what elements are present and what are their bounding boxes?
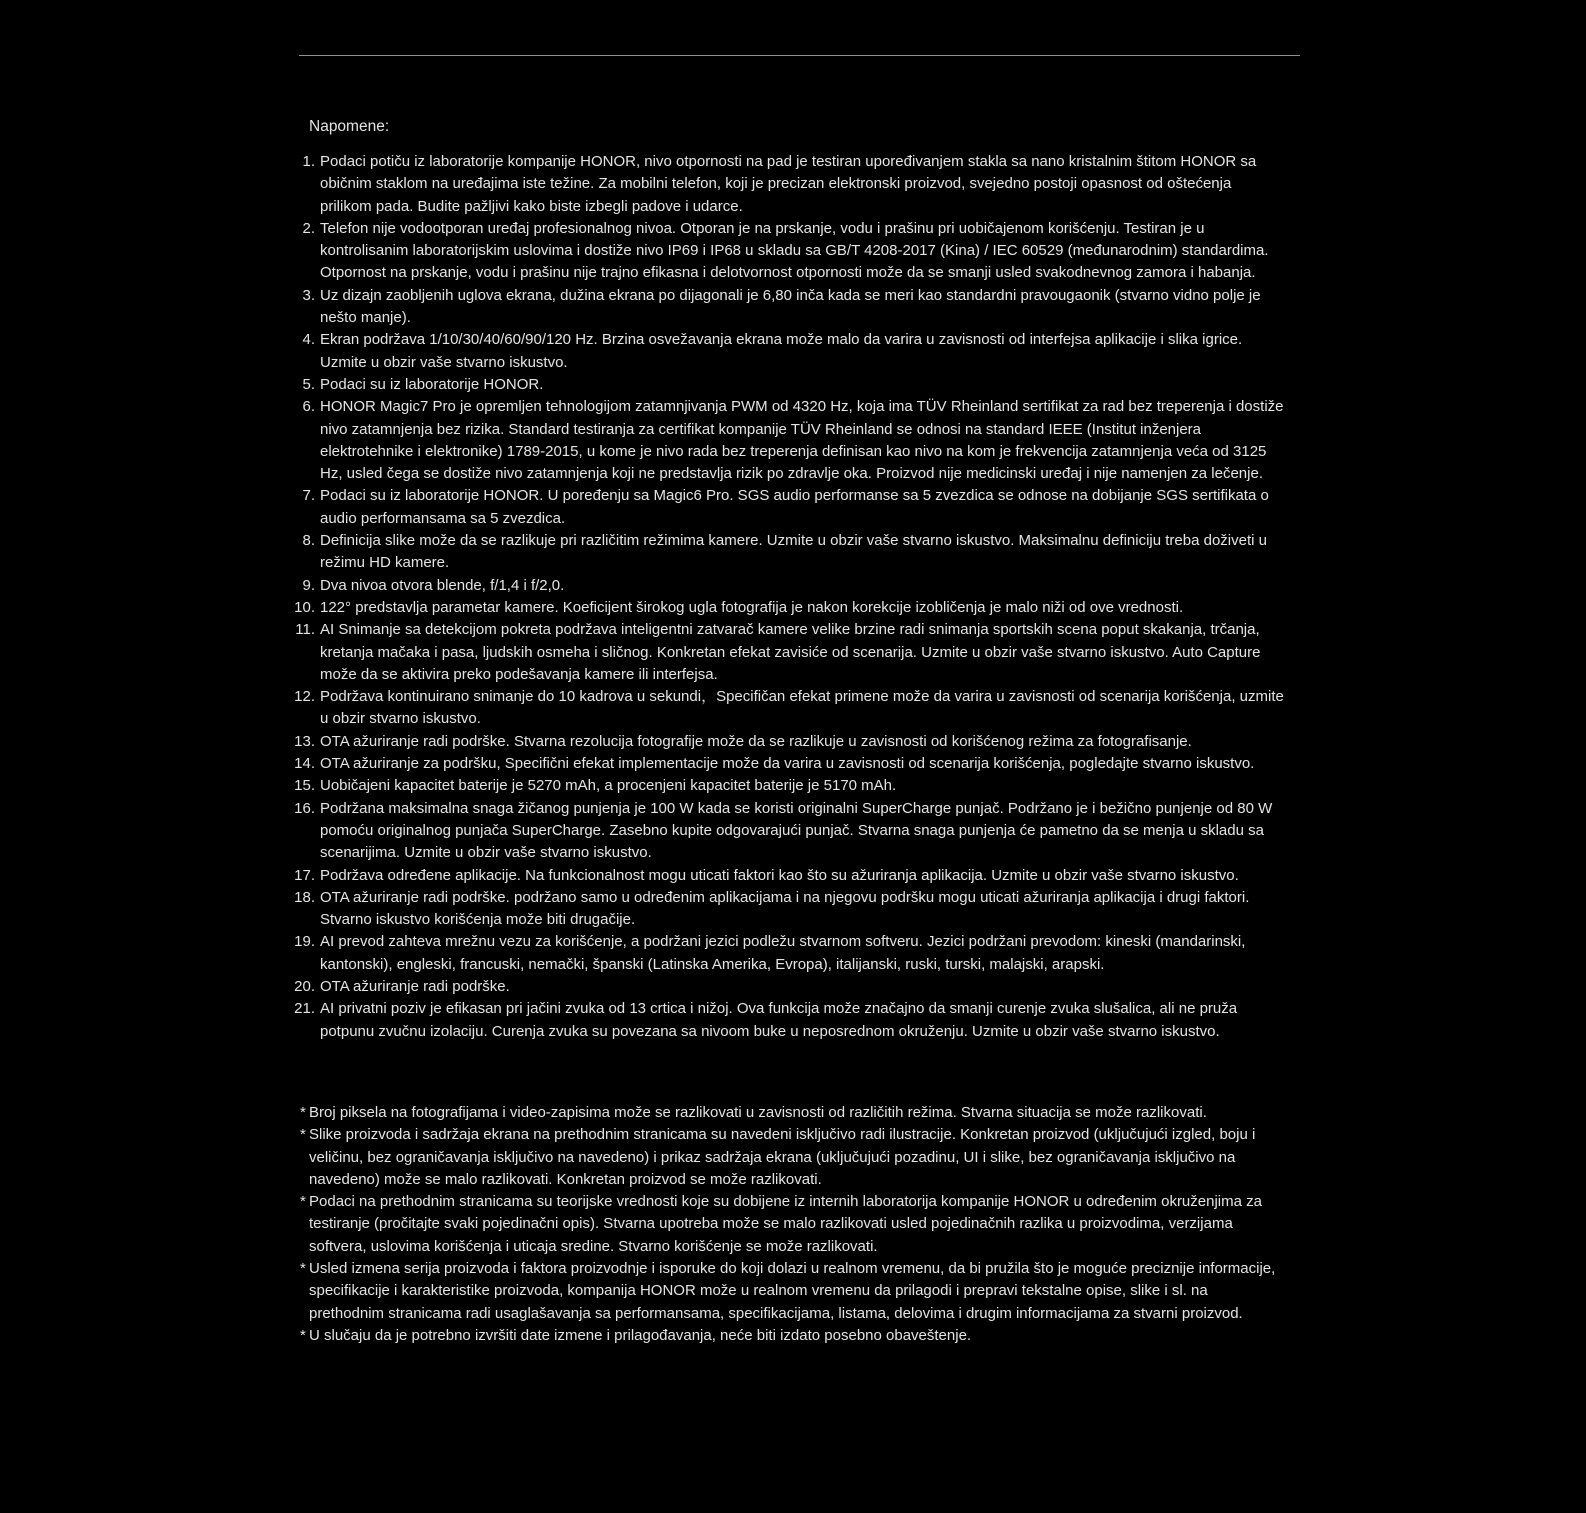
footnotes-list	[300, 1102, 1286, 1347]
note-number: 7.	[302, 487, 315, 505]
footnote-item	[300, 1124, 1286, 1191]
note-text: OTA ažuriranje radi podrške. podržano samo u određenim aplikacijama i na njegovu podršku mogu uticati ažuriranja aplikacija i drugi faktori. Stvarno iskustvo korišćenja može biti drugačije.	[320, 888, 1250, 929]
note-item	[294, 396, 1286, 485]
note-number: 16.	[294, 799, 315, 817]
note-item	[294, 151, 1286, 218]
note-number: 10.	[294, 598, 315, 616]
note-text: Podaci potiču iz laboratorije kompanije HONOR, nivo otpornosti na pad je testiran upoređivanjem stakla sa nano kristalnim štitom HONOR sa običnim staklom na uređajima iste težine. Za mobilni telefon, koji je precizan elektronski proizvod, svejedno postoji opasnost od oštećenja prilikom pada. Budite pažljivi kako biste izbegli padove i udarce.	[320, 153, 1257, 215]
note-item	[294, 530, 1286, 575]
asterisk-marker: *	[300, 1326, 306, 1344]
note-item	[294, 775, 1286, 797]
note-text: Podaci su iz laboratorije HONOR.	[320, 375, 544, 393]
note-number: 8.	[302, 532, 315, 550]
note-item	[294, 976, 1286, 998]
note-item	[294, 329, 1286, 374]
footnote-text: Slike proizvoda i sadržaja ekrana na prethodnim stranicama su navedeni isključivo radi ilustracije. Konkretan proizvod (uključujući izgled, boju i veličinu, bez ograničavanja isključivo na navedeno) i prikaz sadržaja ekrana (uključujući pozadinu, UI i slike, bez ograničavanja isključivo na navedeno) može se malo razlikovati. Konkretan proizvod se može razlikovati.	[309, 1126, 1256, 1188]
note-number: 2.	[302, 219, 315, 237]
note-number: 5.	[302, 375, 315, 393]
top-divider	[299, 55, 1300, 56]
note-text: Definicija slike može da se razlikuje pri različitim režimima kamere. Uzmite u obzir vaše stvarno iskustvo. Maksimalnu definiciju treba doživeti u režimu HD kamere.	[320, 532, 1267, 572]
note-text: AI prevod zahteva mrežnu vezu za korišćenje, a podržani jezici podležu stvarnom softveru. Jezici podržani prevodom: kineski (mandarinski, kantonski), engleski, francuski, nemački, španski (Latinska Amerika, Evropa), italijanski, ruski, turski, malajski, arapski.	[320, 933, 1246, 973]
note-text: HONOR Magic7 Pro je opremljen tehnologijom zatamnjivanja PWM od 4320 Hz, koja ima TÜV Rheinland sertifikat za rad bez treperenja i dostiže nivo zatamnjenja bez rizika. Standard testiranja za certifikat kompanije TÜV Rheinland se odnosi na standard IEEE (Institut inženjera elektrotehnike i elektronike) 1789-2015, u kome je nivo rada bez treperenja definisan kao nivo na kom je frekvencija zatamnjenja veća od 3125 Hz, usled čega se dostiže nivo zatamnjenja koji ne predstavlja rizik po zdravlje oka. Proizvod nije medicinski uređaj i nije namenjen za lečenje.	[320, 398, 1284, 483]
note-number: 9.	[302, 576, 315, 594]
note-item	[294, 597, 1286, 619]
note-number: 11.	[295, 621, 315, 639]
note-number: 12.	[294, 688, 315, 706]
note-number: 19.	[294, 933, 315, 951]
note-text: Telefon nije vodootporan uređaj profesionalnog nivoa. Otporan je na prskanje, vodu i prašinu pri uobičajenom korišćenju. Testiran je u kontrolisanim laboratorijskim uslovima i dostiže nivo IP69 i IP68 u skladu sa GB/T 4208-2017 (Kina) / IEC 60529 (međunarodnim) standardima. Otpornost na prskanje, vodu i prašinu nije trajno efikasna i delotvornost otpornosti može da se smanji usled svakodnevnog zamora i habanja.	[320, 219, 1269, 282]
note-text: OTA ažuriranje za podršku, Specifični efekat implementacije može da varira u zavisnosti od scenarija korišćenja, pogledajte stvarno iskustvo.	[320, 755, 1255, 773]
note-number: 6.	[302, 398, 315, 416]
footnote-text: Broj piksela na fotografijama i video-zapisima može se razlikovati u zavisnosti od različitih režima. Stvarna situacija se može razlikovati.	[309, 1104, 1207, 1121]
note-number: 3.	[302, 286, 315, 304]
footnote-text: Usled izmena serija proizvoda i faktora proizvodnje i isporuke do koji dolazi u realnom vremenu, da bi pružila što je moguće preciznije informacije, specifikacije i karakteristike proizvoda, kompanija HONOR može u realnom vremenu da prilagodi i prepravi tekstalne opise, slike i sl. na prethodnim stranicama radi usaglašavanja sa performansama, specifikacijama, listama, delovima i drugim informacijama za stvarni proizvod.	[309, 1260, 1276, 1322]
asterisk-marker: *	[300, 1104, 306, 1121]
footnote-text: U slučaju da je potrebno izvršiti date izmene i prilagođavanja, neće biti izdato posebno obaveštenje.	[309, 1326, 972, 1344]
asterisk-marker: *	[300, 1260, 306, 1278]
note-item	[294, 887, 1286, 932]
footnote-item	[300, 1258, 1286, 1325]
note-item	[294, 374, 1286, 396]
note-text: AI privatni poziv je efikasan pri jačini zvuka od 13 crtica i nižoj. Ova funkcija može značajno da smanji curenje zvuka slušalica, ali ne pruža potpunu zvučnu izolaciju. Curenja zvuka su povezana sa nivoom buke u neposrednom okruženju. Uzmite u obzir vaše stvarno iskustvo.	[320, 1000, 1238, 1040]
note-text: OTA ažuriranje radi podrške.	[320, 977, 510, 995]
note-text: Podaci su iz laboratorije HONOR. U poređenju sa Magic6 Pro. SGS audio performanse sa 5 zvezdica se odnose na dobijanje SGS sertifikata o audio performansama sa 5 zvezdica.	[320, 487, 1269, 527]
note-item	[294, 575, 1286, 597]
note-text: AI Snimanje sa detekcijom pokreta podržava inteligentni zatvarač kamere velike brzine radi snimanja sportskih scena poput skakanja, trčanja, kretanja mačaka i pasa, ljudskih osmeha i sličnog. Konkretan efekat zavisiće od scenarija. Uzmite u obzir vaše stvarno iskustvo. Auto Capture može da se aktivira preko podešavanja kamere ili interfejsa.	[320, 621, 1261, 683]
note-number: 17.	[294, 866, 315, 884]
asterisk-marker: *	[300, 1193, 306, 1211]
note-number: 4.	[302, 331, 315, 349]
note-text: 122° predstavlja parametar kamere. Koeficijent širokog ugla fotografija je nakon korekcije izobličenja je malo niži od ove vrednosti.	[320, 598, 1184, 616]
footnote-item	[300, 1191, 1286, 1258]
note-text: Podržava kontinuirano snimanje do 10 kadrova u sekundi，Specifičan efekat primene može da varira u zavisnosti od scenarija korišćenja, uzmite u obzir stvarno iskustvo.	[320, 688, 1284, 728]
note-text: Podržana maksimalna snaga žičanog punjenja je 100 W kada se koristi originalni SuperCharge punjač. Podržano je i bežično punjenje od 80 W pomoću originalnog punjača SuperCharge. Zasebno kupite odgovarajući punjač. Stvarna snaga punjenja će pametno da se menja u skladu sa scenarijima. Uzmite u obzir vaše stvarno iskustvo.	[320, 799, 1273, 862]
footnote-item	[300, 1102, 1286, 1124]
note-item	[294, 798, 1286, 865]
note-text: Dva nivoa otvora blende, f/1,4 i f/2,0.	[320, 576, 565, 594]
notes-heading: Napomene:	[309, 118, 390, 135]
note-number: 20.	[294, 977, 315, 995]
note-item	[294, 485, 1286, 530]
notes-list	[294, 151, 1286, 1043]
note-number: 18.	[294, 888, 315, 906]
note-text: Uobičajeni kapacitet baterije je 5270 mAh, a procenjeni kapacitet baterije je 5170 mAh.	[320, 777, 897, 795]
note-text: Ekran podržava 1/10/30/40/60/90/120 Hz. Brzina osvežavanja ekrana može malo da varira u zavisnosti od interfejsa aplikacije i slika igrice. Uzmite u obzir vaše stvarno iskustvo.	[320, 331, 1243, 371]
note-item	[294, 285, 1286, 330]
note-item	[294, 753, 1286, 775]
asterisk-marker: *	[300, 1126, 306, 1144]
note-item	[294, 931, 1286, 976]
footnote-item	[300, 1325, 1286, 1347]
note-number: 15.	[294, 777, 315, 795]
note-item	[294, 686, 1286, 731]
footnote-text: Podaci na prethodnim stranicama su teorijske vrednosti koje su dobijene iz internih laboratorija kompanije HONOR u određenim okruženjima za testiranje (pročitajte svaki pojedinačni opis). Stvarna upotreba može se malo razlikovati usled pojedinačnih razlika u proizvodima, verzijama softvera, uslovima korišćenja i uticaja sredine. Stvarno korišćenje se može razlikovati.	[309, 1193, 1262, 1255]
note-item	[294, 865, 1286, 887]
note-number: 14.	[294, 755, 315, 773]
note-number: 13.	[294, 732, 315, 750]
note-text: OTA ažuriranje radi podrške. Stvarna rezolucija fotografije može da se razlikuje u zavisnosti od korišćenog režima za fotografisanje.	[320, 732, 1192, 750]
note-item	[294, 619, 1286, 686]
note-number: 21.	[294, 1000, 315, 1018]
note-text: Uz dizajn zaobljenih uglova ekrana, dužina ekrana po dijagonali je 6,80 inča kada se meri kao standardni pravougaonik (stvarno vidno polje je nešto manje).	[320, 286, 1261, 327]
note-item	[294, 731, 1286, 753]
note-text: Podržava određene aplikacije. Na funkcionalnost mogu uticati faktori kao što su ažuriranja aplikacija. Uzmite u obzir vaše stvarno iskustvo.	[320, 866, 1239, 884]
note-number: 1.	[302, 153, 315, 170]
note-item	[294, 998, 1286, 1043]
note-item	[294, 218, 1286, 285]
